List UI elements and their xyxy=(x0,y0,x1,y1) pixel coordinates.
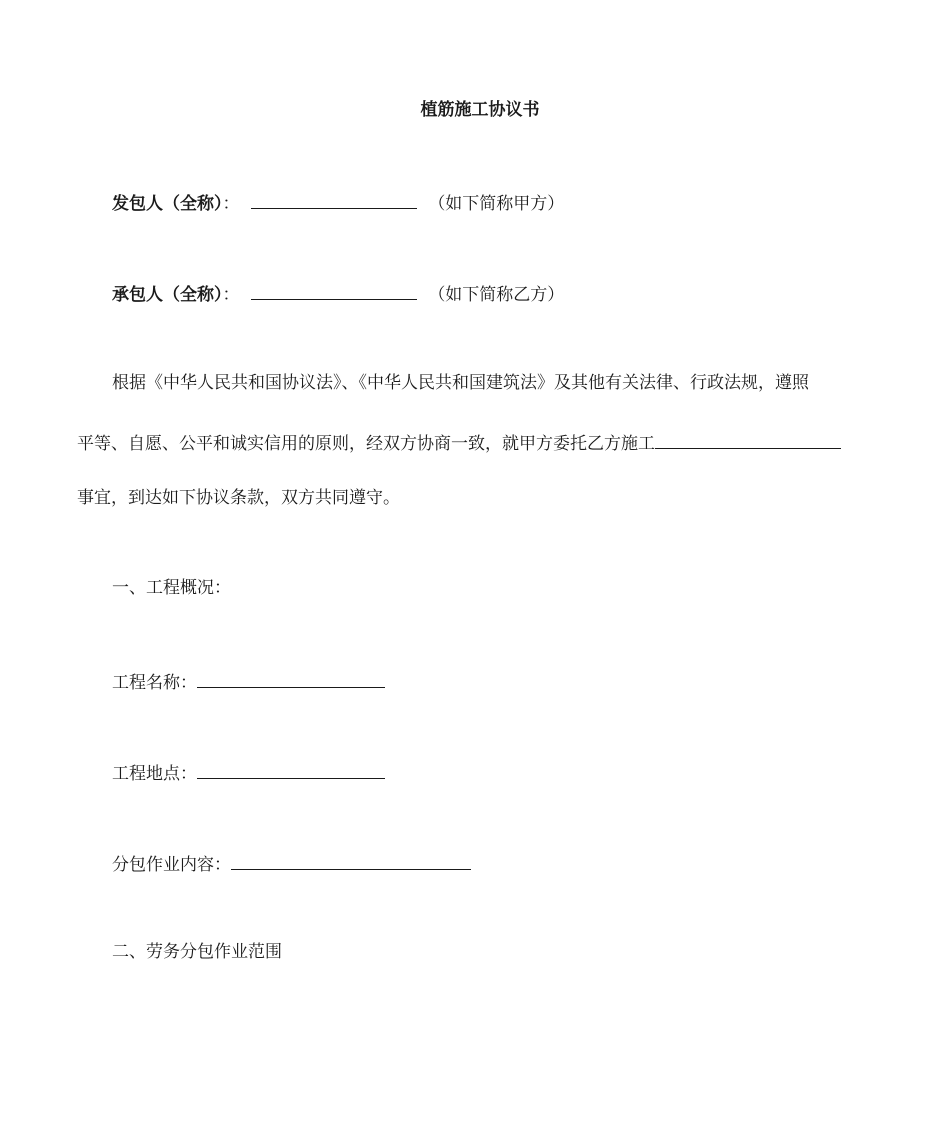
party-b-suffix: （如下简称乙方） xyxy=(428,285,565,305)
party-b-blank[interactable] xyxy=(251,280,417,300)
party-a-blank[interactable] xyxy=(251,189,417,209)
section-2-heading: 二、劳务分包作业范围 xyxy=(112,942,282,962)
party-b-colon: ： xyxy=(222,285,240,305)
subcontract-content-label: 分包作业内容： xyxy=(112,855,231,875)
party-b-line xyxy=(112,280,564,307)
party-a-label: 发包人（全称） xyxy=(112,194,223,214)
party-a-colon: ： xyxy=(222,194,240,214)
party-a-line xyxy=(112,189,564,216)
preamble-line-2 xyxy=(77,429,841,456)
project-location-label: 工程地点： xyxy=(112,764,197,784)
subcontract-content-blank[interactable] xyxy=(231,850,471,870)
project-name-label: 工程名称： xyxy=(112,673,197,693)
subcontract-content-line xyxy=(112,850,471,877)
construction-item-blank[interactable] xyxy=(655,429,841,449)
party-b-label: 承包人（全称） xyxy=(112,285,223,305)
project-name-line xyxy=(112,668,385,695)
preamble-line-1: 根据《中华人民共和国协议法》、《中华人民共和国建筑法》及其他有关法律、行政法规，遵照 xyxy=(112,373,809,393)
party-a-suffix: （如下简称甲方） xyxy=(428,194,565,214)
preamble-line-3: 事宜，到达如下协议条款，双方共同遵守。 xyxy=(77,488,400,508)
project-location-line xyxy=(112,759,385,786)
project-name-blank[interactable] xyxy=(197,668,385,688)
document-title: 植筋施工协议书 xyxy=(420,100,540,120)
preamble-line-2-text: 平等、自愿、公平和诚实信用的原则，经双方协商一致，就甲方委托乙方施工 xyxy=(77,434,655,454)
section-1-heading: 一、工程概况： xyxy=(112,578,231,598)
project-location-blank[interactable] xyxy=(197,759,385,779)
